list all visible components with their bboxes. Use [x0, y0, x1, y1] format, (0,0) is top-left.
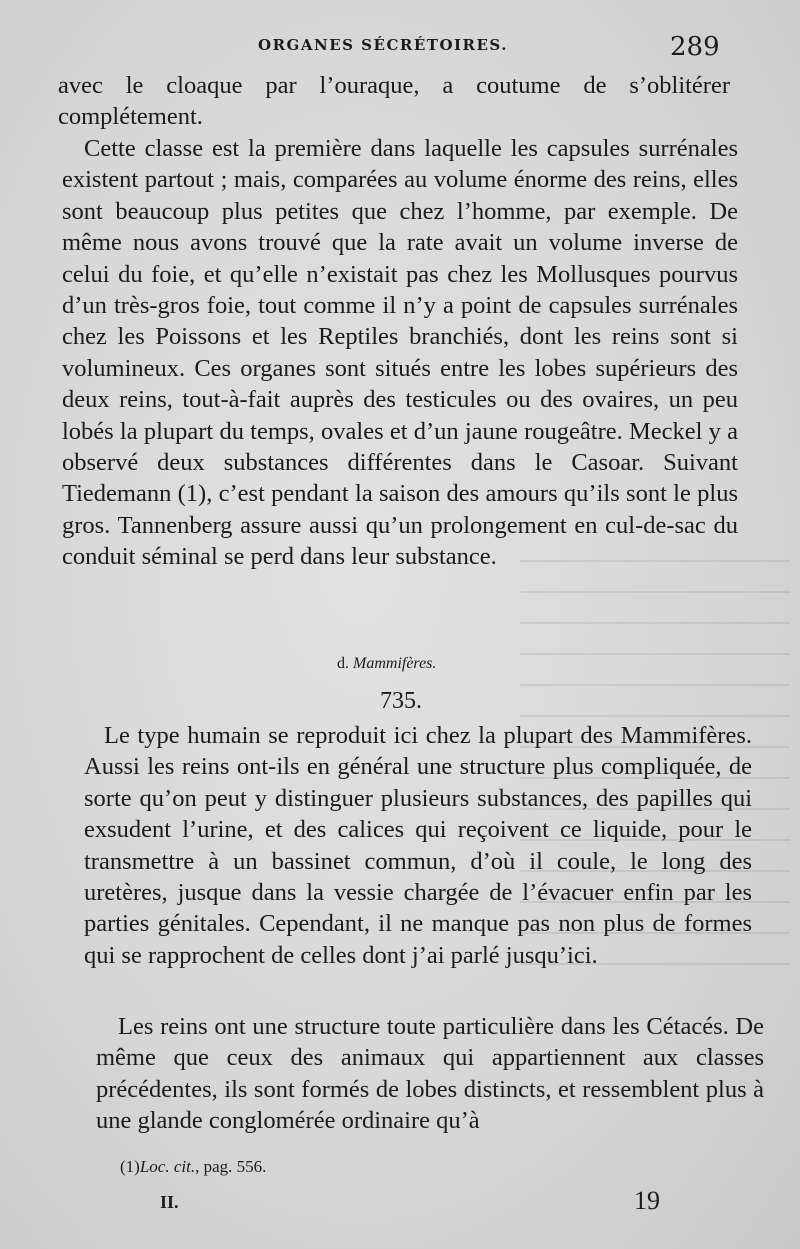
page-number: 289: [670, 32, 720, 62]
subsection-letter: d.: [337, 655, 349, 672]
footnote: [120, 1157, 266, 1177]
signature-sheet-number: 19: [634, 1186, 660, 1215]
footnote-marker: (1): [120, 1157, 140, 1176]
signature-volume: II.: [160, 1192, 179, 1212]
subsection-heading: [337, 655, 436, 673]
footnote-source: Loc. cit.: [139, 1157, 196, 1176]
paragraph-cetaces: Les reins ont une structure toute particulière dans les Cétacés. De même que ceux des animaux qui appartiennent aux classes précédentes, ils sont formés de lobes distincts, et ressemblent plus à une glande conglomérée ordinaire qu’à: [96, 1013, 764, 1135]
paragraph-continuation: avec le cloaque par l’ouraque, a coutume de s’oblitérer complétement.: [58, 72, 730, 131]
section-number: 735.: [380, 688, 422, 714]
paragraph-section-735: Le type humain se reproduit ici chez la plupart des Mammifères. Aussi les reins ont-ils en général une structure plus compliquée, de sorte qu’on peut y distinguer plusieurs substances, des papilles qui exsudent l’urine, et des calices qui reçoivent ce liquide, pour le transmettre à un bassinet commun, d’où il coule, le long des uretères, jusque dans la vessie chargée de l’évacuer enfin par les parties génitales. Cependant, il ne manque pas non plus de formes qui se rapprochent de celles dont j’ai parlé jusqu’ici.: [84, 722, 752, 969]
running-title: ORGANES SÉCRÉTOIRES.: [258, 36, 508, 54]
footnote-page: , pag. 556.: [195, 1157, 267, 1176]
subsection-title: Mammifères.: [353, 655, 437, 672]
paragraph-classe: Cette classe est la première dans laquelle les capsules surrénales existent partout ; mais, comparées au volume énorme des reins, elles sont beaucoup plus petites que chez l’homme, par exemple. De même nous avons trouvé que la rate avait un volume inverse de celui du foie, et qu’elle n’existait pas chez les Mollusques pourvus d’un très-gros foie, tout comme il n’y a point de capsules surrénales chez les Poissons et les Reptiles branchiés, dont les reins sont si volumineux. Ces organes sont situés entre les lobes supérieurs des deux reins, tout-à-fait auprès des testicules ou des ovaires, un peu lobés la plupart du temps, ovales et d’un jaune rougeâtre. Meckel y a observé deux substances différentes dans le Casoar. Suivant Tiedemann (1), c’est pendant la saison des amours qu’ils sont le plus gros. Tannenberg assure aussi qu’un prolongement en cul-de-sac du conduit séminal se perd dans leur substance.: [62, 135, 738, 571]
page-header: [0, 32, 800, 62]
